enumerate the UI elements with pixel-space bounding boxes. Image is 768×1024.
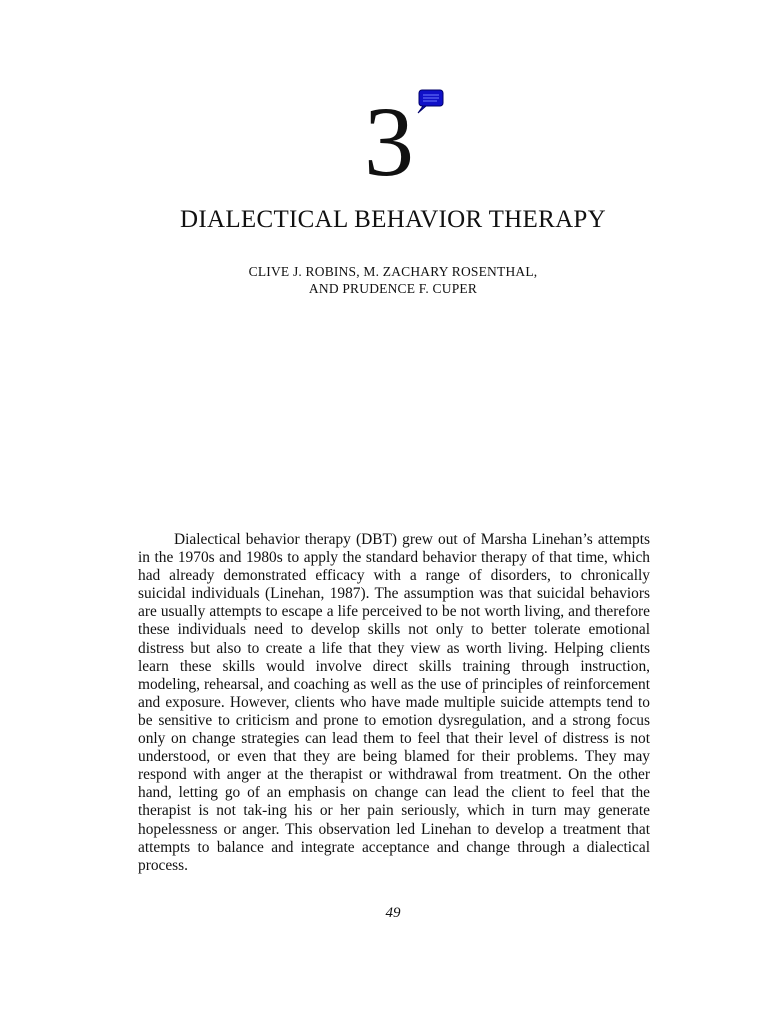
author-list bbox=[0, 263, 768, 297]
body-paragraph: Dialectical behavior therapy (DBT) grew out of Marsha Linehan’s attempts in the 1970s and 1980s to apply the standard behavior therapy of that time, which had already demonstrated efficacy with a range of disorders, to chronically suicidal individuals (Linehan, 1987). The assumption was that suicidal behaviors are usually attempts to escape a life perceived to be not worth living, and therefore these individuals need to develop skills not only to better tolerate emotional distress but also to create a life that they view as worth living. Helping clients learn these skills would involve direct skills training through instruction, modeling, rehearsal, and coaching as well as the use of principles of reinforcement and exposure. However, clients who have made multiple suicide attempts tend to be sensitive to criticism and prone to emotion dysregulation, and a strong focus only on change strategies can lead them to feel that their level of distress is not understood, or even that they are being blamed for their problems. They may respond with anger at the therapist or withdrawal from treatment. On the other hand, letting go of an emphasis on change can lead the client to feel that the therapist is not tak-ing his or her pain seriously, which in turn may generate hopelessness or anger. This observation led Linehan to develop a treatment that attempts to balance and integrate acceptance and change through a dialectical process. bbox=[138, 531, 650, 874]
chapter-title: DIALECTICAL BEHAVIOR THERAPY bbox=[180, 206, 606, 233]
author-line-2: AND PRUDENCE F. CUPER bbox=[308, 281, 478, 296]
author-line-1: CLIVE J. ROBINS, M. ZACHARY ROSENTHAL, bbox=[248, 264, 538, 279]
chapter-number: 3 bbox=[364, 86, 414, 197]
speech-bubble-icon[interactable] bbox=[415, 88, 445, 116]
page-number: 49 bbox=[385, 905, 401, 921]
